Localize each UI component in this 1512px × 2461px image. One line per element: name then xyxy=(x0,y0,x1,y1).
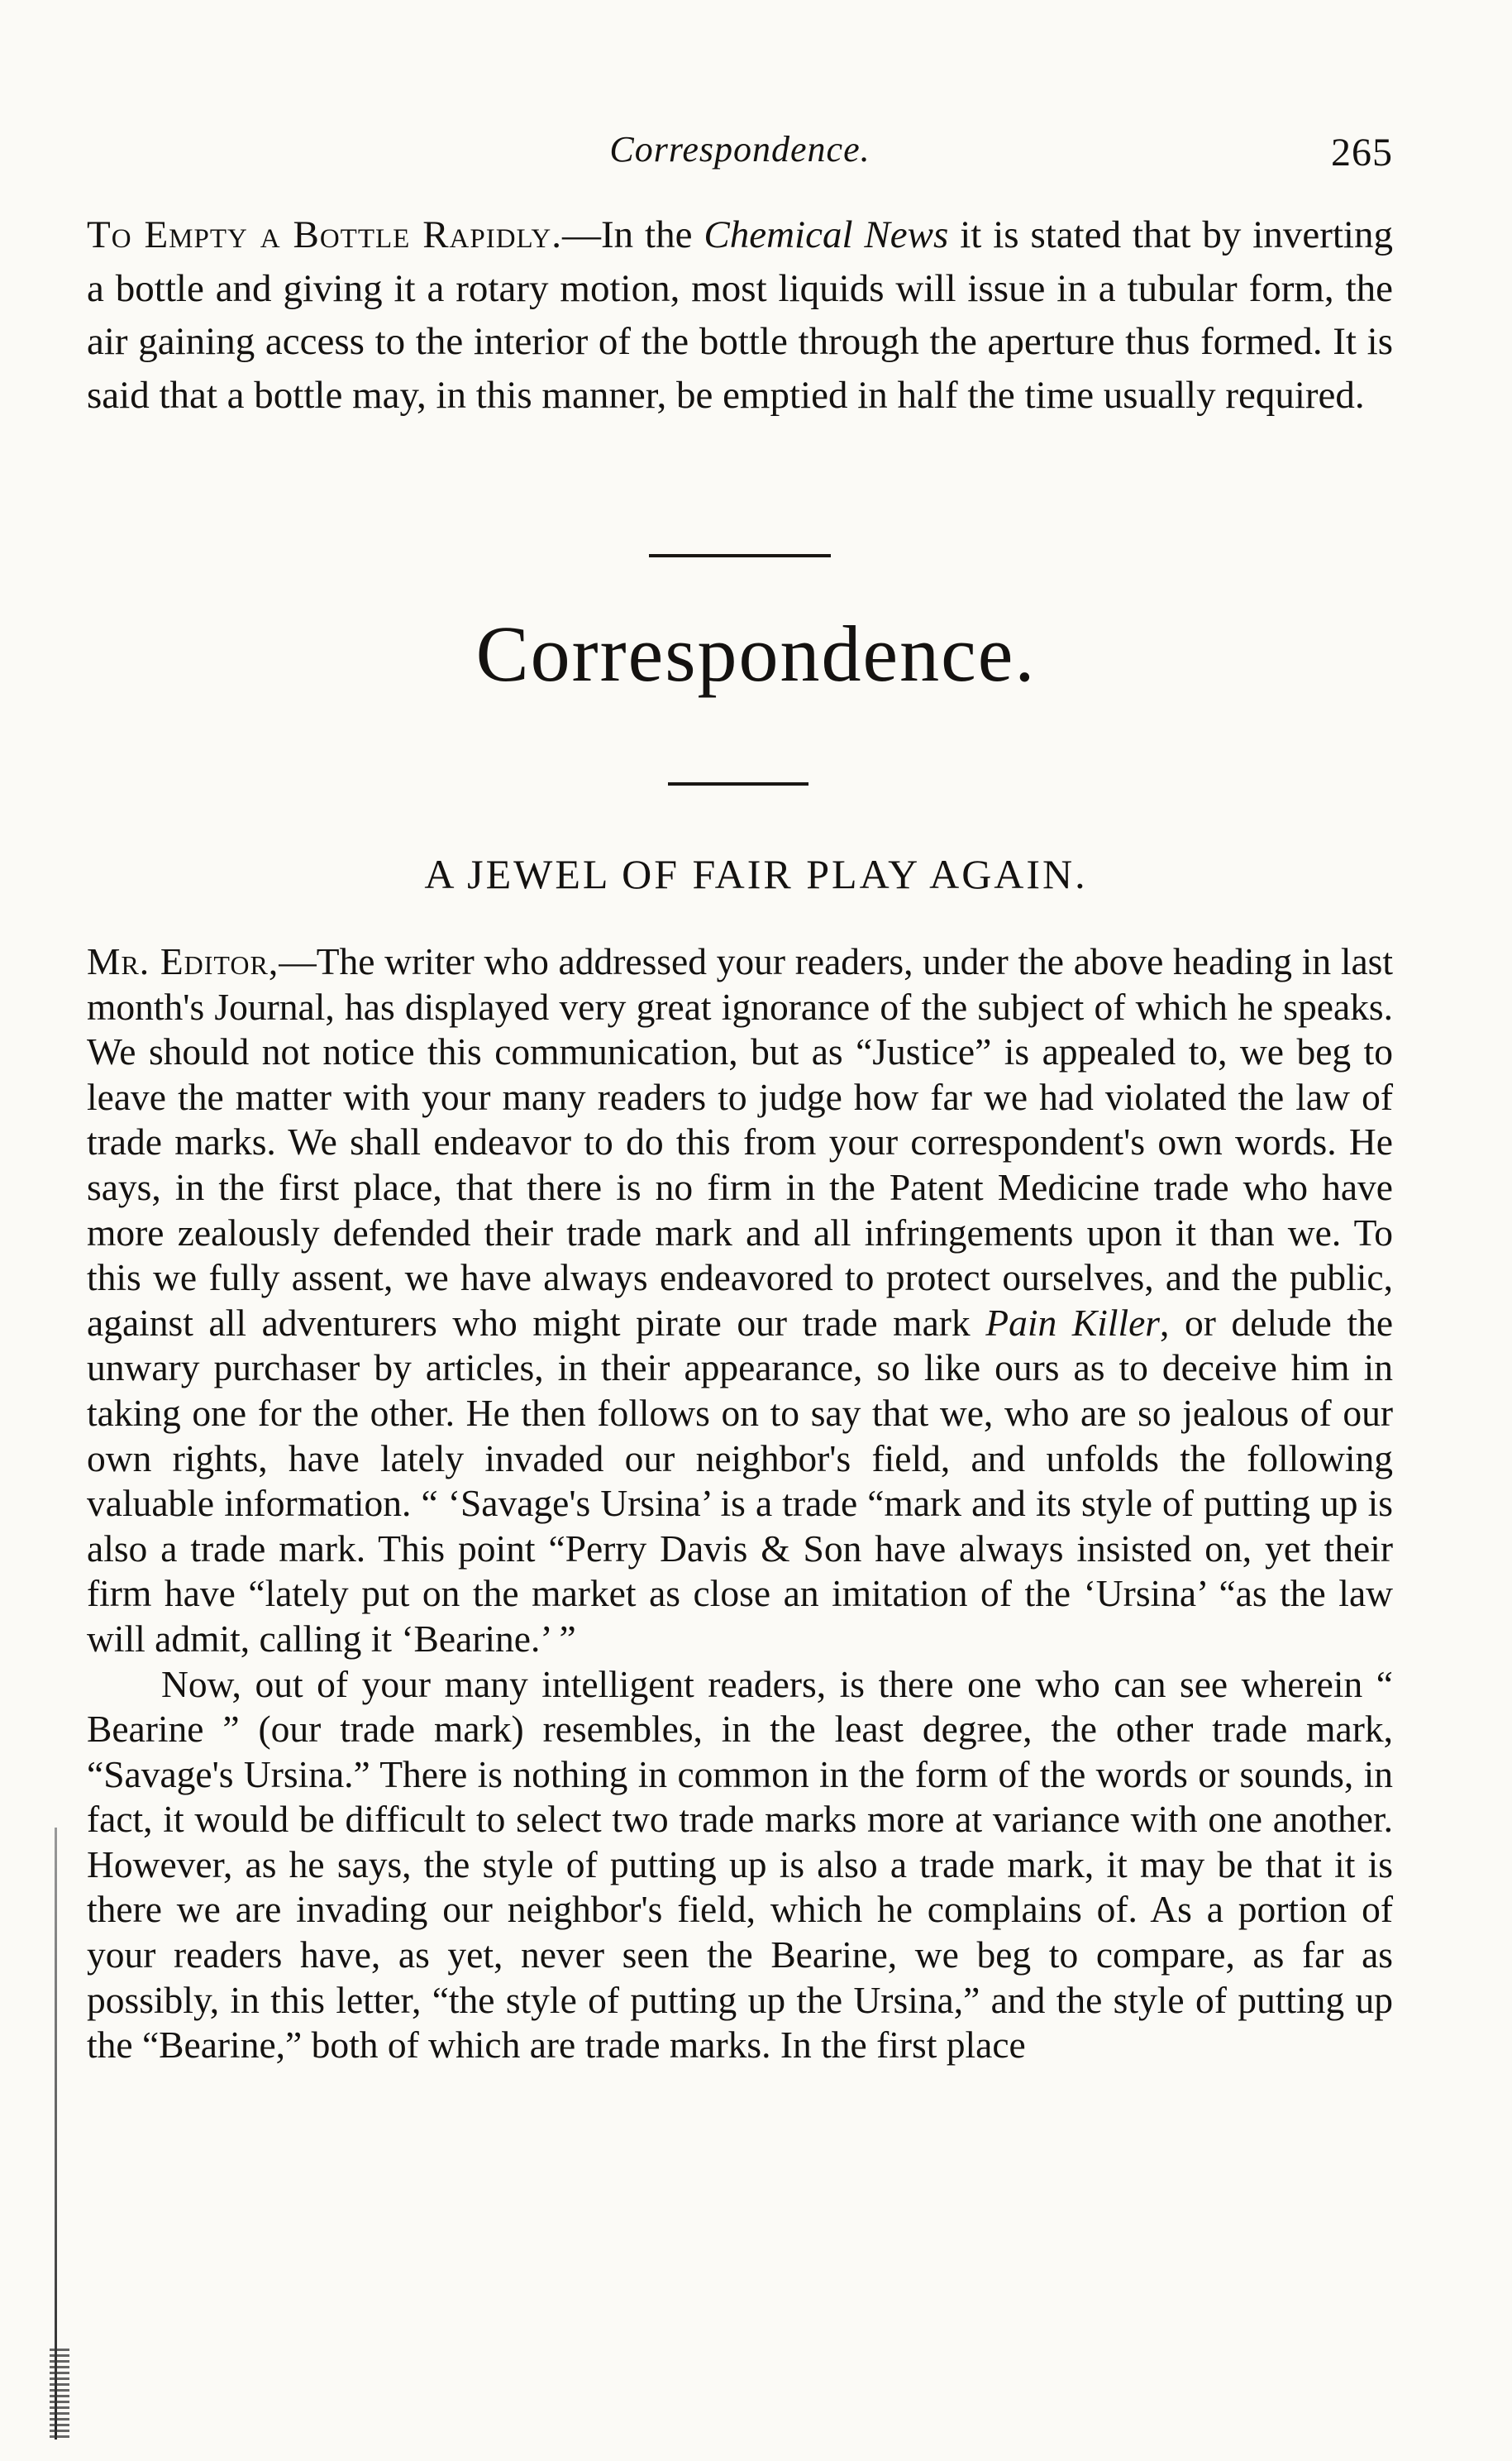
margin-smudge xyxy=(50,2349,69,2439)
binding-edge-mark xyxy=(55,1828,57,2439)
letter-salutation: Mr. Editor, xyxy=(87,940,279,982)
publication-name: Chemical News xyxy=(704,213,949,256)
letter-body xyxy=(87,939,1393,2068)
section-divider-top xyxy=(649,554,831,557)
article-empty-bottle xyxy=(87,208,1393,422)
page-number: 265 xyxy=(1331,131,1393,174)
section-heading: Correspondence. xyxy=(475,609,1037,698)
running-title: Correspondence. xyxy=(609,129,870,170)
letter-text-part: —The writer who addressed your readers, under the above heading in last month's Journal, has displayed very great ignorance of the subject of which he speaks. We should not notice this communication, but as “Justice” is appealed to, we beg to leave the matter with your many readers to judge how far we had violated the law of trade marks. We shall endeavor to do this from your correspondent's own words. He says, in the first place, that there is no firm in the Patent Medicine trade who have more zealously defended their trade mark and all infringements upon it than we. To this we fully assent, we have always endeavored to protect ourselves, and the public, against all adventurers who might pirate our trade mark xyxy=(87,940,1394,1344)
letter-paragraph-1 xyxy=(87,939,1393,1662)
running-head xyxy=(87,128,1393,186)
article-lead-title: To Empty a Bottle Rapidly. xyxy=(87,213,562,256)
article-text-part: —In the xyxy=(562,213,704,256)
letter-text-part: , or delude the unwary purchaser by articles, in their appearance, so like ours as to deceive him in taking one for the other. He then follows on to say that we, who are so jealous of our own rights, have lately invaded our neighbor's field, and unfolds the following valuable information. “ ‘Savage's Ursina’ is a trade “mark and its style of putting up is also a trade mark. This point “Perry Davis & Son have always insisted on, yet their firm have “lately put on the market as close an imitation of the ‘Ursina’ “as the law will admit, calling it ‘Bearine.’ ” xyxy=(87,1301,1394,1660)
article-paragraph xyxy=(87,208,1393,422)
letter-heading: A JEWEL OF FAIR PLAY AGAIN. xyxy=(424,851,1088,897)
article-text-part: it is stated that by inverting a bottle and giving it a rotary motion, most liquids will issue in a tubular form, the air gaining access to the interior of the bottle through the aperture thus formed. It is said that a bottle may, in this manner, be emptied in half the time usually required. xyxy=(87,213,1393,417)
trade-mark-name: Pain Killer xyxy=(985,1301,1161,1344)
letter-paragraph-2: Now, out of your many intelligent readers, is there one who can see wherein “ Bearine ” (our trade mark) resembles, in the least degree, the other trade mark, “Savage's Ursina.” There is nothing in common in the form of the words or sounds, in fact, it would be difficult to select two trade marks more at variance with one another. However, as he says, the style of putting up is also a trade mark, it may be that it is there we are invading our neighbor's field, which he complains of. As a portion of your readers have, as yet, never seen the Bearine, we beg to compare, as far as possibly, in this letter, “the style of putting up the Ursina,” and the style of putting up the “Bearine,” both of which are trade marks. In the first place xyxy=(87,1662,1393,2067)
section-divider-bottom xyxy=(668,782,808,786)
